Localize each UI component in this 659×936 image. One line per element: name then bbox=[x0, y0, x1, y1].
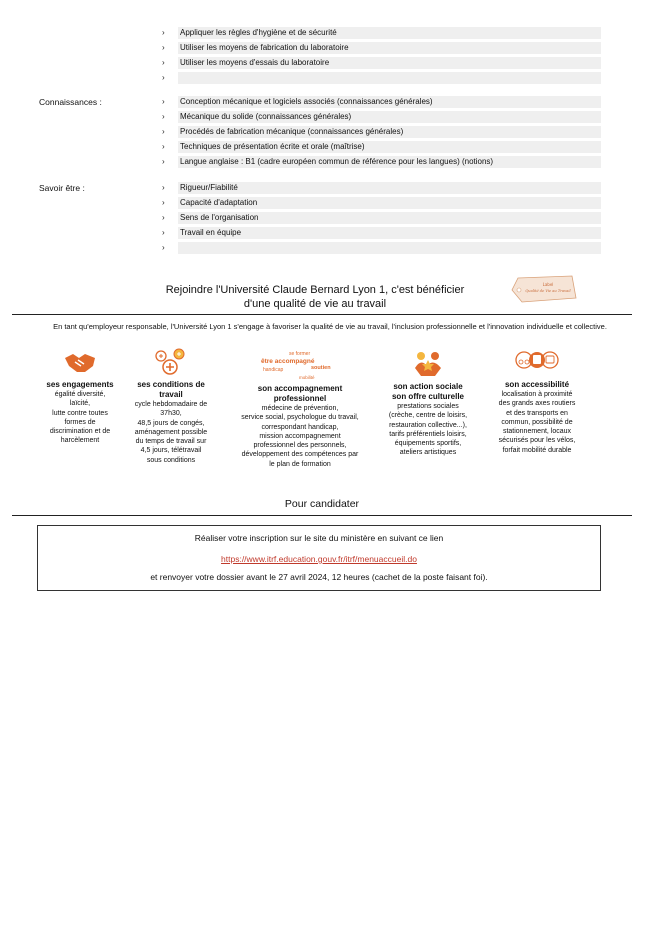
bullet-text: Rigueur/Fiabilité bbox=[180, 183, 238, 192]
bullet-text: Utiliser les moyens d'essais du laboratoire bbox=[180, 58, 330, 67]
col-body-line: 4,5 jours, télétravail bbox=[140, 447, 202, 455]
bullet-arrow-icon: › bbox=[162, 243, 165, 252]
col-body-line: stationnement, locaux bbox=[502, 428, 572, 436]
bullet-row bbox=[162, 242, 602, 254]
handshake-icon bbox=[63, 350, 97, 376]
candidature-line3: et renvoyer votre dossier avant le 27 avril 2024, 12 heures (cachet de la poste faisant foi). bbox=[150, 572, 488, 582]
wordcloud-word: soutien bbox=[311, 365, 331, 371]
people-star-icon bbox=[411, 348, 445, 378]
bullet-text: Sens de l'organisation bbox=[180, 213, 259, 222]
col-body-line: harcèlement bbox=[60, 437, 100, 445]
candidature-line1: Réaliser votre inscription sur le site du ministère en suivant ce lien bbox=[194, 533, 444, 543]
bullet-arrow-icon: › bbox=[162, 73, 165, 82]
bullet-row bbox=[162, 212, 602, 224]
col-body-line: (crèche, centre de loisirs, bbox=[388, 412, 468, 420]
bullet-bar bbox=[178, 182, 601, 194]
bullet-row bbox=[162, 126, 602, 138]
divider-top bbox=[12, 314, 632, 315]
bullet-arrow-icon: › bbox=[162, 28, 165, 37]
divider-bottom bbox=[12, 515, 632, 516]
bullet-row bbox=[162, 197, 602, 209]
bullet-row bbox=[162, 141, 602, 153]
col-body-line: sécurisés pour les vélos, bbox=[498, 437, 576, 445]
bullet-text: Appliquer les règles d'hygiène et de sécurité bbox=[180, 28, 337, 37]
savoir-etre-label: Savoir être : bbox=[39, 183, 85, 193]
col-body-line: et des transports en bbox=[506, 409, 568, 417]
col-body-line: commun, possibilité de bbox=[501, 418, 573, 426]
wordcloud-word: se former bbox=[289, 351, 311, 357]
col-heading: ses conditions de travail bbox=[137, 380, 205, 399]
bullet-row bbox=[162, 111, 602, 123]
col-accompagnement bbox=[222, 350, 378, 469]
wordcloud-word: handicap bbox=[263, 367, 284, 373]
bullet-arrow-icon: › bbox=[162, 213, 165, 222]
col-body-line: cycle hebdomadaire de bbox=[134, 401, 208, 408]
col-body-line: restauration collective...), bbox=[389, 421, 467, 429]
bullet-arrow-icon: › bbox=[162, 127, 165, 136]
tag-text-1: Label bbox=[542, 282, 554, 287]
bullet-arrow-icon: › bbox=[162, 142, 165, 151]
bullet-arrow-icon: › bbox=[162, 228, 165, 237]
col-body-line: ateliers artistiques bbox=[399, 449, 457, 457]
bullet-text: Techniques de présentation écrite et orale (maîtrise) bbox=[180, 142, 365, 151]
bullet-text: Capacité d'adaptation bbox=[180, 198, 258, 207]
bullet-text: Conception mécanique et logiciels associés (connaissances générales) bbox=[180, 97, 433, 106]
bullet-text: Utiliser les moyens de fabrication du laboratoire bbox=[180, 43, 349, 52]
bullet-arrow-icon: › bbox=[162, 43, 165, 52]
bullet-row bbox=[162, 42, 602, 54]
bullet-arrow-icon: › bbox=[162, 198, 165, 207]
bullet-arrow-icon: › bbox=[162, 112, 165, 121]
qvt-title-line1: Rejoindre l'Université Claude Bernard Lyon 1, c'est bénéficier bbox=[165, 284, 465, 296]
wordcloud-word: être accompagné bbox=[261, 358, 315, 365]
col-body-line: le plan de formation bbox=[269, 460, 331, 468]
bullet-arrow-icon: › bbox=[162, 97, 165, 106]
bullet-bar bbox=[178, 242, 601, 254]
bullet-row bbox=[162, 96, 602, 108]
col-body-4 bbox=[482, 390, 592, 455]
bullet-text: Langue anglaise : B1 (cadre européen commun de référence pour les langues) (notions) bbox=[180, 157, 494, 166]
bullet-text: Procédés de fabrication mécanique (connaissances générales) bbox=[180, 127, 404, 136]
col-heading: son accompagnement professionnel bbox=[257, 384, 343, 403]
col-body-line: développement des compétences par bbox=[241, 451, 359, 459]
qvt-intro: En tant qu'employeur responsable, l'Université Lyon 1 s'engage à favoriser la qualité de vie au travail, l'inclusion professionnelle et l'innovation individuelle et collective. bbox=[53, 322, 607, 331]
candidature-box bbox=[37, 525, 601, 591]
bullet-row bbox=[162, 72, 602, 84]
col-action-sociale bbox=[378, 348, 478, 458]
col-body-line: localisation à proximité bbox=[501, 391, 573, 398]
col-body-2 bbox=[222, 404, 378, 469]
col-body-line: lutte contre toutes bbox=[52, 409, 108, 417]
connaissances-label: Connaissances : bbox=[39, 97, 102, 107]
tag-text-2: Qualité de Vie au Travail bbox=[525, 289, 571, 293]
col-body-line: professionnel des personnels, bbox=[253, 442, 347, 450]
col-body-line: forfait mobilité durable bbox=[502, 446, 572, 454]
candidature-link[interactable]: https://www.itrf.education.gouv.fr/itrf/menuaccueil.do bbox=[221, 554, 417, 564]
col-body-line: médecine de prévention, bbox=[261, 405, 339, 412]
col-body-line: correspondant handicap, bbox=[261, 423, 339, 431]
col-body-line: mission accompagnement bbox=[259, 432, 341, 440]
bullet-arrow-icon: › bbox=[162, 157, 165, 166]
col-body-3 bbox=[378, 402, 478, 458]
col-body-1 bbox=[125, 400, 217, 465]
plus-circles-icon bbox=[151, 346, 191, 376]
col-engagements bbox=[36, 350, 124, 446]
col-conditions bbox=[125, 346, 217, 465]
col-body-line: prestations sociales bbox=[397, 403, 459, 410]
bullet-bar bbox=[178, 72, 601, 84]
bullet-bar bbox=[178, 227, 601, 239]
col-body-line: aménagement possible bbox=[134, 428, 208, 436]
bullet-arrow-icon: › bbox=[162, 183, 165, 192]
col-body-line: équipements sportifs, bbox=[394, 440, 462, 448]
col-body-line: tarifs préférentiels loisirs, bbox=[389, 430, 467, 438]
bullet-text: Travail en équipe bbox=[180, 228, 242, 237]
qvt-title bbox=[120, 283, 510, 311]
bullet-row bbox=[162, 57, 602, 69]
col-body-line: service social, psychologue du travail, bbox=[241, 414, 359, 422]
col-body-line: 48,5 jours de congés, bbox=[137, 419, 205, 427]
candidature-title: Pour candidater bbox=[284, 498, 360, 510]
col-body-line: discrimination et de bbox=[49, 428, 111, 436]
bullet-row bbox=[162, 156, 602, 168]
col-body-line: sous conditions bbox=[146, 456, 196, 464]
col-heading: son accessibilité bbox=[504, 380, 570, 389]
col-body-line: laïcité, bbox=[69, 400, 91, 408]
col-heading: son action sociale son offre culturelle bbox=[391, 382, 464, 401]
col-accessibilite bbox=[482, 348, 592, 455]
qvt-label-tag-icon bbox=[510, 274, 578, 304]
col-body-0 bbox=[36, 390, 124, 446]
bullet-row bbox=[162, 227, 602, 239]
col-body-line: des grands axes routiers bbox=[498, 400, 576, 408]
col-body-line: formes de bbox=[64, 418, 96, 426]
transport-icon bbox=[514, 348, 560, 376]
wordcloud-word: mobilité bbox=[299, 375, 315, 380]
col-body-line: 37h30, bbox=[160, 410, 182, 418]
bullet-row bbox=[162, 27, 602, 39]
bullet-arrow-icon: › bbox=[162, 58, 165, 67]
bullet-row bbox=[162, 182, 602, 194]
qvt-title-line2: d'une qualité de vie au travail bbox=[243, 298, 387, 310]
bullet-text: Mécanique du solide (connaissances générales) bbox=[180, 112, 352, 121]
wordcloud-icon bbox=[255, 350, 345, 380]
col-heading: ses engagements bbox=[46, 380, 114, 389]
col-body-line: du temps de travail sur bbox=[135, 438, 207, 446]
col-body-line: égalité diversité, bbox=[54, 391, 106, 398]
